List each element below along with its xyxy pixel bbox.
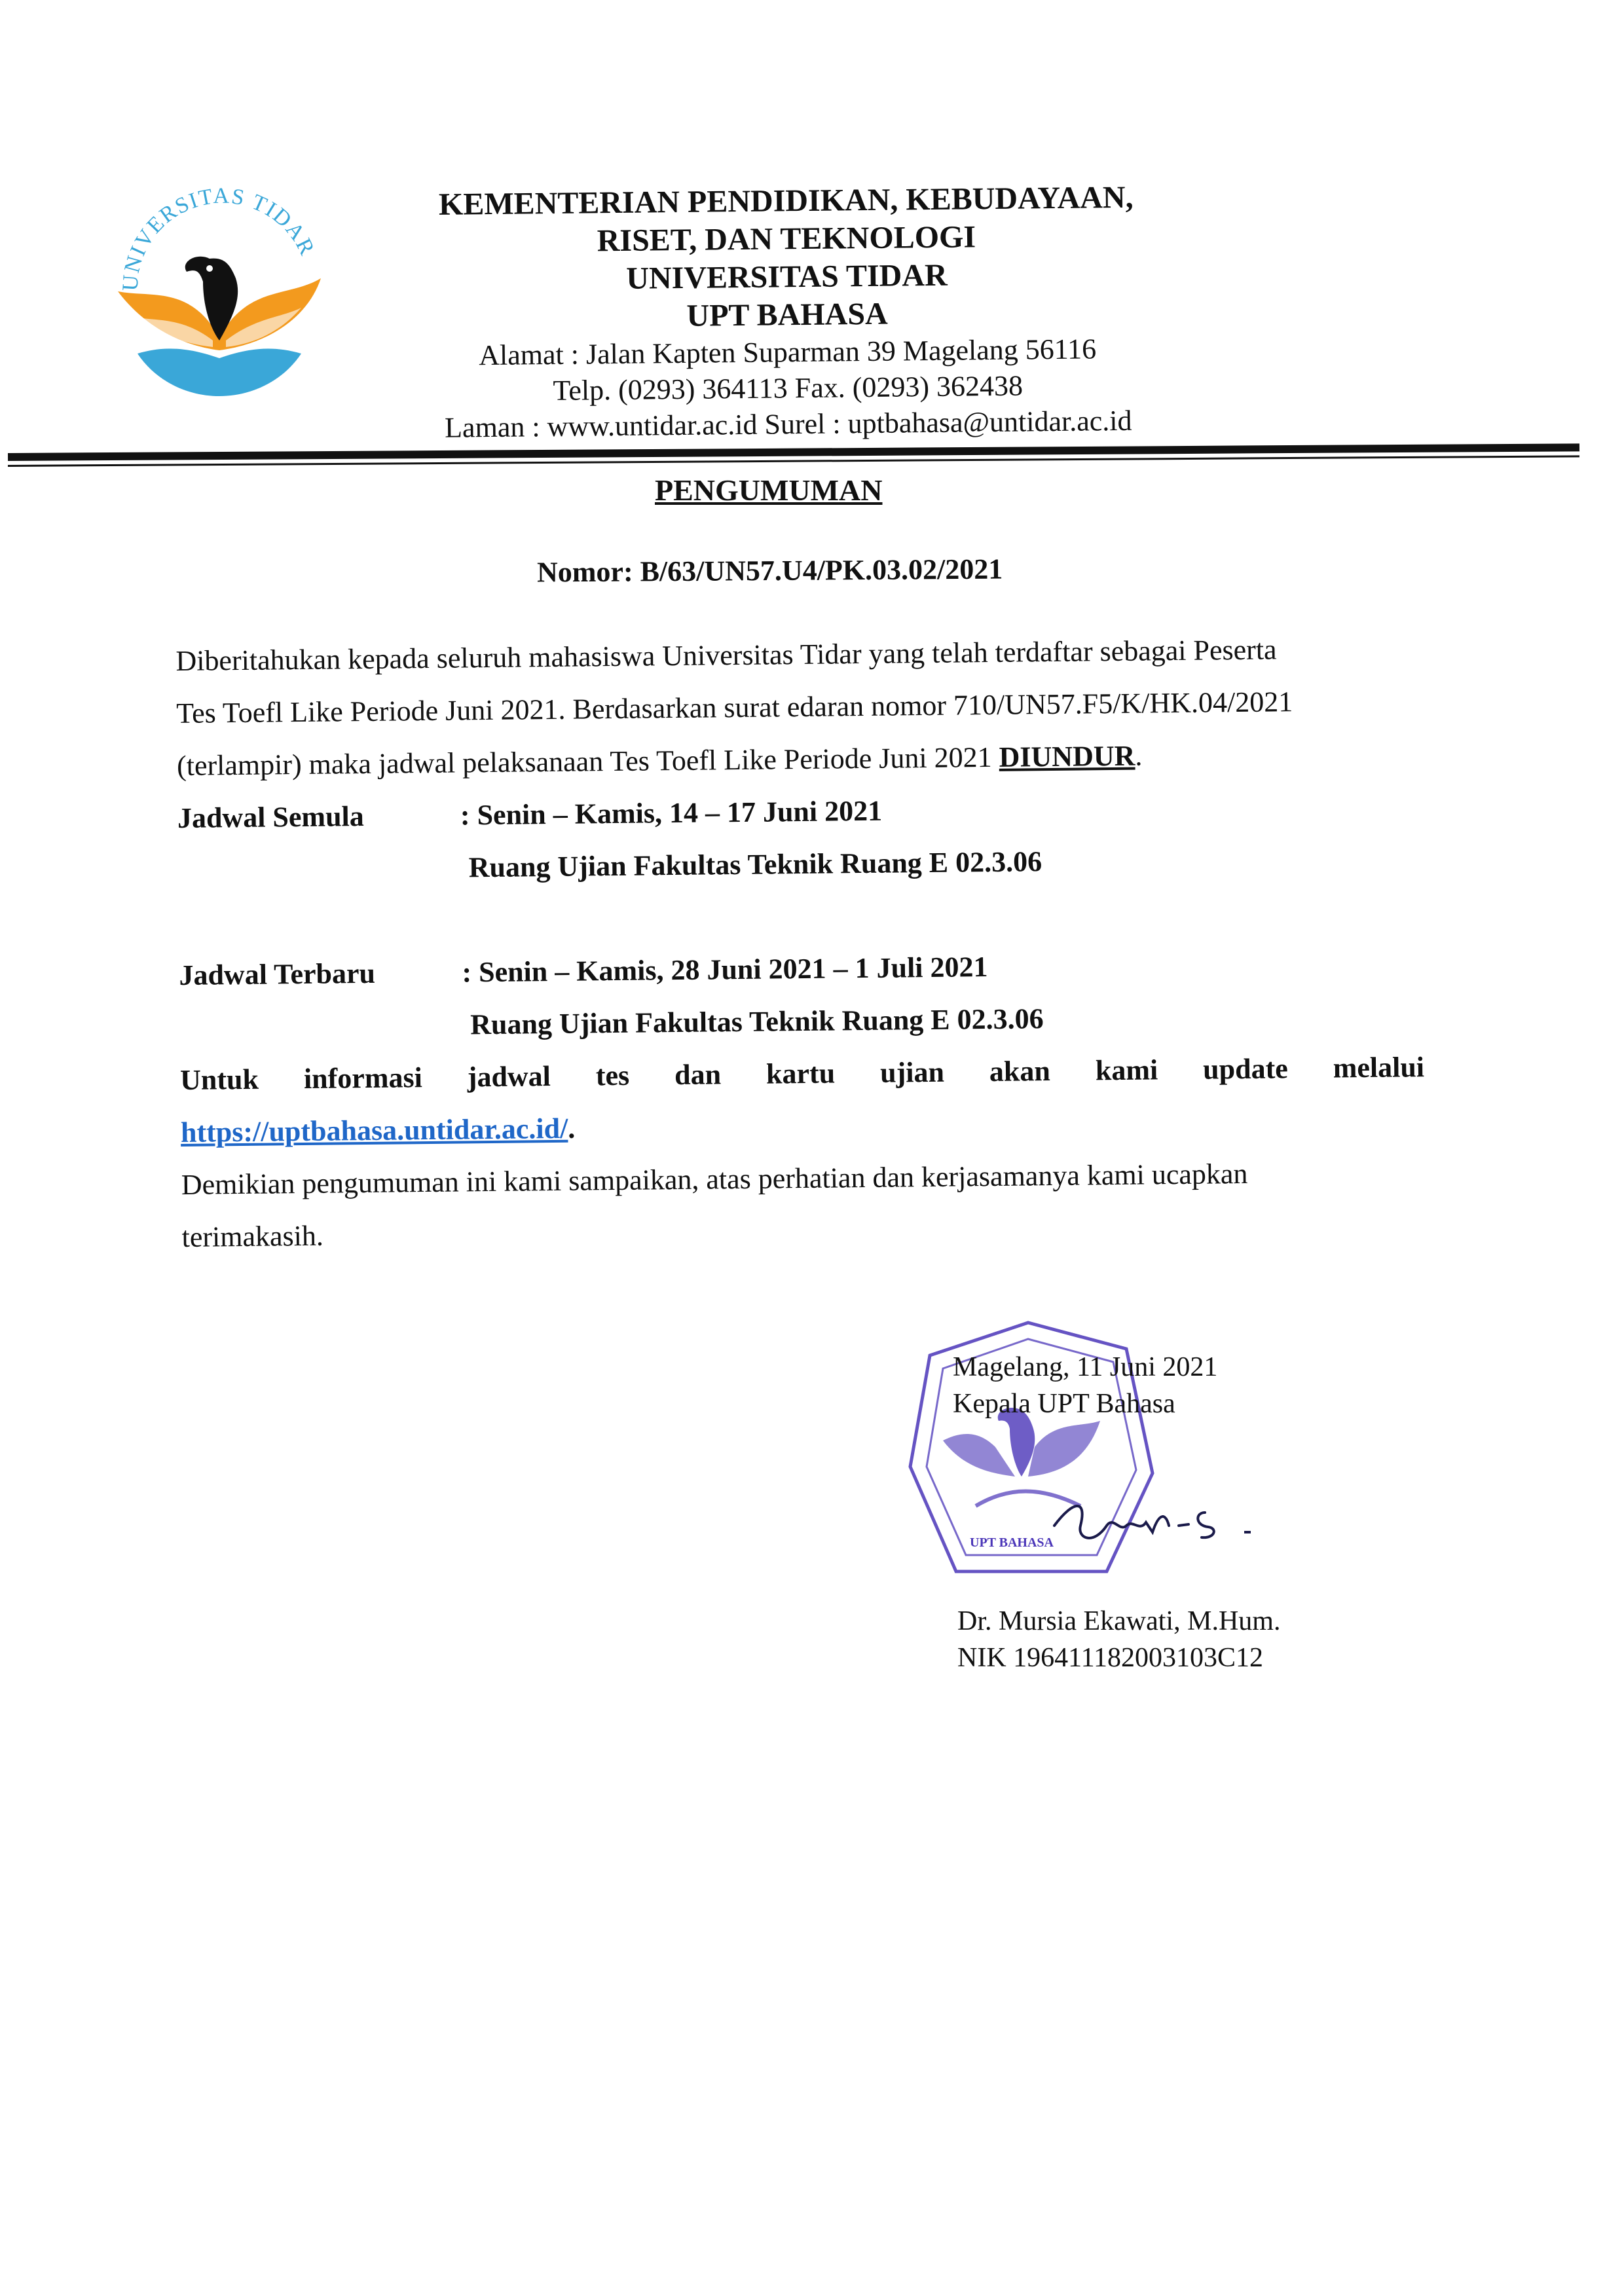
- signer-nik: NIK 196411182003103C12: [957, 1643, 1264, 1673]
- schedule-new-room: Ruang Ujian Fakultas Teknik Ruang E 02.3.06: [470, 1002, 1044, 1041]
- schedule-old-date: : Senin – Kamis, 14 – 17 Juni 2021: [460, 794, 883, 832]
- info-word: dan: [674, 1058, 722, 1092]
- signer-name: Dr. Mursia Ekawati, M.Hum.: [957, 1606, 1281, 1636]
- university-logo: [111, 187, 327, 403]
- info-word: kami: [1095, 1054, 1158, 1087]
- stamp-text: UPT BAHASA: [970, 1535, 1054, 1550]
- logo-arc-text: UNIVERSITAS TIDAR: [118, 187, 320, 292]
- info-word: melalui: [1333, 1051, 1425, 1084]
- web-email: Laman : www.untidar.ac.id Surel : uptbahasa@untidar.ac.id: [444, 404, 1132, 444]
- schedule-new-date: : Senin – Kamis, 28 Juni 2021 – 1 Juli 2021: [462, 951, 988, 989]
- schedule-new-label: Jadwal Terbaru: [179, 957, 376, 991]
- info-word: ujian: [879, 1056, 945, 1089]
- intro-line-3-text: (terlampir) maka jadwal pelaksanaan Tes Toefl Like Periode Juni 2021: [176, 741, 992, 782]
- info-word: Untuk: [179, 1063, 259, 1096]
- intro-period: .: [1135, 739, 1143, 772]
- info-word: kartu: [766, 1057, 836, 1090]
- schedule-old-label: Jadwal Semula: [177, 800, 364, 834]
- announcement-number: Nomor: B/63/UN57.U4/PK.03.02/2021: [536, 553, 1003, 589]
- website-link[interactable]: https://uptbahasa.untidar.ac.id/: [180, 1112, 568, 1148]
- closing-line-2: terimakasih.: [181, 1219, 324, 1253]
- ministry-line-2: RISET, DAN TEKNOLOGI: [597, 219, 976, 259]
- info-word: informasi: [303, 1061, 423, 1095]
- intro-line-1: Diberitahukan kepada seluruh mahasiswa Universitas Tidar yang telah terdaftar sebagai Peserta: [175, 633, 1277, 677]
- handwritten-signature: [1048, 1486, 1270, 1558]
- closing-line-1: Demikian pengumuman ini kami sampaikan, atas perhatian dan kerjasamanya kami ucapkan: [181, 1157, 1248, 1201]
- letterhead: [367, 178, 1208, 447]
- intro-line-2: Tes Toefl Like Periode Juni 2021. Berdasarkan surat edaran nomor 710/UN57.F5/K/HK.04/2021: [175, 686, 1293, 729]
- signature-block-bottom: [957, 1603, 1280, 1676]
- university-name: UNIVERSITAS TIDAR: [626, 257, 948, 296]
- unit-name: UPT BAHASA: [686, 296, 888, 333]
- info-word: jadwal: [467, 1060, 551, 1093]
- ministry-line-1: KEMENTERIAN PENDIDIKAN, KEBUDAYAAN,: [438, 179, 1134, 222]
- info-word: tes: [595, 1059, 630, 1092]
- schedule-old-room: Ruang Ujian Fakultas Teknik Ruang E 02.3.06: [468, 845, 1043, 884]
- info-period: .: [568, 1112, 576, 1145]
- info-word: akan: [989, 1055, 1051, 1088]
- signature-block-top: [953, 1349, 1217, 1422]
- announcement-body: [175, 622, 1426, 1264]
- place-date: Magelang, 11 Juni 2021: [953, 1352, 1218, 1382]
- info-word: update: [1202, 1052, 1288, 1086]
- phone-fax: Telp. (0293) 364113 Fax. (0293) 362438: [553, 369, 1024, 407]
- announcement-title: PENGUMUMAN: [655, 473, 883, 507]
- address: Alamat : Jalan Kapten Suparman 39 Magelang 56116: [478, 333, 1097, 372]
- signer-position: Kepala UPT Bahasa: [953, 1389, 1175, 1419]
- postponed-emphasis: DIUNDUR: [999, 739, 1135, 773]
